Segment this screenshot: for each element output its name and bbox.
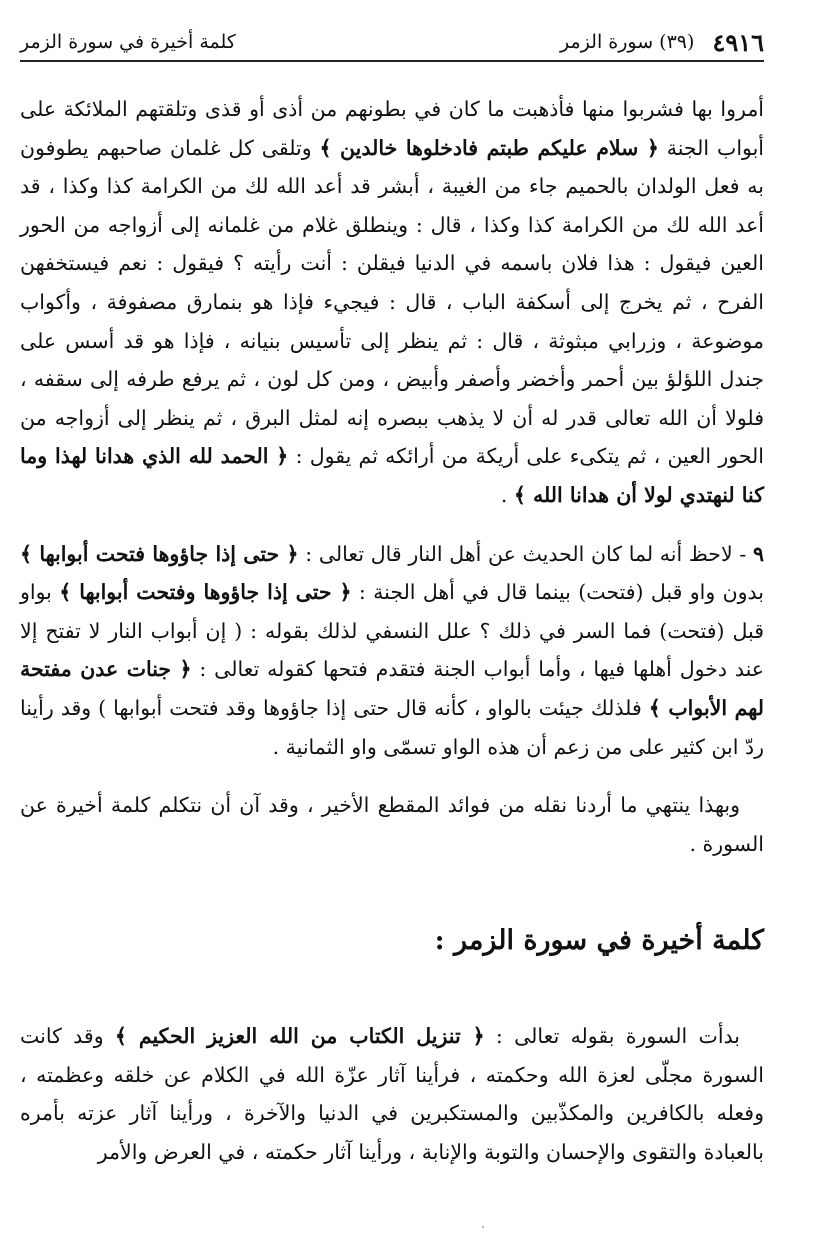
paragraph-final-word — [20, 1017, 764, 1171]
section-content — [20, 1017, 764, 1171]
scan-speck — [482, 1226, 484, 1228]
paragraph-text: بدون واو قبل (فتحت) بينما قال في أهل الجنة : — [351, 580, 764, 605]
paragraph-text: وبهذا ينتهي ما أردنا نقله من فوائد المقطع الأخير ، وقد آن أن نتكلم كلمة أخيرة عن السورة . — [20, 793, 764, 856]
header-right-group — [560, 28, 764, 57]
quran-quote: ﴿ جنات عدن مفتحة لهم الأبواب ﴾ — [20, 657, 764, 720]
benefit-number: ٩ — [752, 541, 764, 566]
paragraph-text: - لاحظ أنه لما كان الحديث عن أهل النار قال تعالى : — [298, 541, 753, 566]
quran-quote: ﴿ تنزيل الكتاب من الله العزيز الحكيم ﴾ — [114, 1024, 485, 1049]
paragraph-text: بدأت السورة بقوله تعالى : — [484, 1024, 740, 1049]
quran-quote: ﴿ حتى إذا جاؤوها وفتحت أبوابها ﴾ — [59, 580, 352, 605]
paragraph-benefit-9 — [20, 535, 764, 767]
paragraph-text: وتلقى كل غلمان صاحبهم يطوفون به فعل الولدان بالحميم جاء من الغيبة ، أبشر قد أعد الله لك من الكرامة كذا وكذا ، قد أعد الله لك من الكرامة كذا وكذا ، قال : وينطلق غلام من غلمانه إلى أزواجه من الحور العين فيقول : هذا فلان باسمه في الدنيا فيقلن : أنت رأيته ؟ فيقول : نعم فيستخفهن الفرح ، ثم يخرج إلى أسكفة الباب ، قال : فيجيء فإذا هو بنمارق مصفوفة ، وأكواب موضوعة ، وزرابي مبثوثة ، قال : ثم ينظر إلى تأسيس بنيانه ، فإذا هو قد أسس على جندل اللؤلؤ بين أحمر وأخضر وأصفر وأبيض ، ومن كل لون ، ثم يرفع طرفه إلى سقفه ، فلولا أن الله تعالى قدر له أن لا يذهب ببصره إنه لمثل البرق ، ثم ينظر إلى أزواجه من الحور العين ، ثم يتكىء على أريكة من أرائكه ثم يقول : — [20, 135, 764, 469]
paragraph-text: فلذلك جيئت بالواو ، كأنه قال حتى إذا جاؤوها وقد فتحت أبوابها ) وقد رأينا ردّ ابن كثير على من زعم أن هذه الواو تسمّى واو الثمانية . — [20, 695, 764, 759]
running-surah-label: (٣٩) سورة الزمر — [560, 31, 695, 53]
section-heading: كلمة أخيرة في سورة الزمر : — [434, 925, 764, 957]
paragraph-text: بواو قبل (فتحت) فما السر في ذلك ؟ علل النسفي لذلك بقوله : ( إن أبواب النار لا تفتح إلا عند دخول أهلها فيها ، وأما أبواب الجنة فتقدم فتحها كقوله تعالى : — [20, 580, 764, 682]
running-header — [20, 24, 764, 62]
paragraph-text: . — [500, 482, 514, 507]
page-number: ٤٩١٦ — [712, 27, 764, 57]
paragraph-transition — [20, 786, 764, 863]
book-page — [20, 24, 764, 1214]
quran-quote: ﴿ سلام عليكم طبتم فادخلوها خالدين ﴾ — [319, 135, 659, 160]
quran-quote: ﴿ حتى إذا جاؤوها فتحت أبوابها ﴾ — [20, 541, 299, 566]
quran-quote: ﴿ الحمد لله الذي هدانا لهذا وما كنا لنهتدي لولا أن هدانا الله ﴾ — [20, 444, 764, 507]
paragraph-text: أمروا بها فشربوا منها فأذهبت ما كان في بطونهم من أذى أو قذى وتلقتهم الملائكة على أبواب الجنة — [20, 97, 764, 160]
running-section-title: كلمة أخيرة في سورة الزمر — [20, 31, 236, 53]
page-content — [20, 90, 764, 863]
paragraph-hadith — [20, 90, 764, 515]
paragraph-text: وقد كانت السورة مجلّى لعزة الله وحكمته ، فرأينا آثار عزّة الله في الكلام عن خلقه وعظمته ، وفعله بالكافرين والمكذّبين والمستكبرين في الدنيا والآخرة ، ورأينا آثار عزته بأمره بالعبادة والتقوى والإحسان والتوبة والإنابة ، ورأينا آثار حكمته ، في العرض والأمر — [20, 1024, 764, 1165]
